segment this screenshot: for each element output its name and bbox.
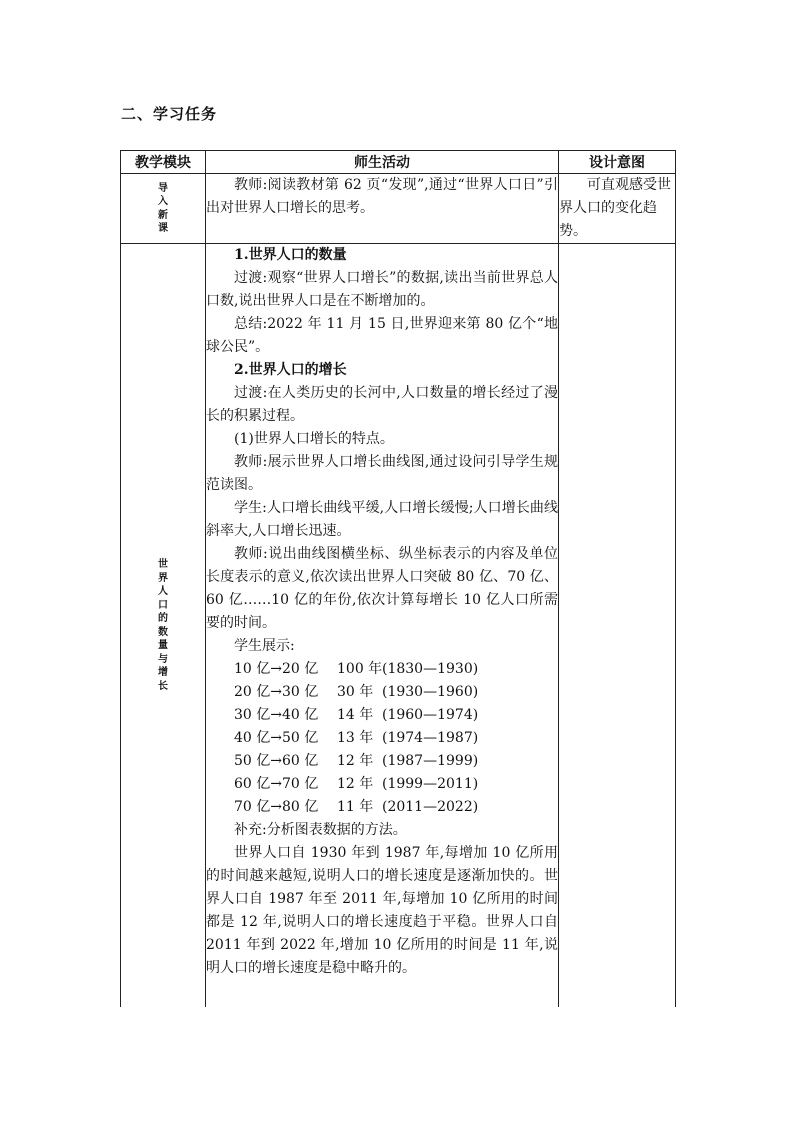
growth-years: 14 年	[337, 707, 374, 723]
module-cell	[121, 244, 206, 1008]
growth-data-line	[206, 750, 558, 773]
intent-cell	[559, 174, 676, 244]
activity-paragraph: 教师:阅读教材第 62 页“发现”,通过“世界人口日”引出对世界人口增长的思考。	[206, 177, 558, 216]
module-cell	[121, 174, 206, 244]
module-label-intro: 导入新课	[158, 182, 168, 234]
table-header-row	[121, 151, 676, 174]
growth-data-line	[206, 796, 558, 819]
activity-paragraph: 总结:2022 年 11 月 15 日,世界迎来第 80 亿个“地球公民”。	[206, 316, 558, 355]
activity-paragraph: 世界人口自 1930 年到 1987 年,每增加 10 亿所用的时间越来越短,说明人口的增长速度是逐渐加快的。世界人口自 1987 年至 2011 年,每增加 10 亿所用的时间都是 12 年,说明人口的增长速度趋于平稳。世界人口自 2011 年到 2022 年,增加 10 亿所用的时间是 11 年,说明人口的增长速度是稳中略升的。	[206, 845, 558, 976]
activity-paragraph: 教师:展示世界人口增长曲线图,通过设问引导学生规范读图。	[206, 454, 558, 493]
growth-range: 20 亿→30 亿	[234, 684, 319, 700]
module-label-population: 世界人口的数量与增长	[158, 559, 168, 692]
header-teaching-module: 教学模块	[121, 151, 206, 174]
activity-paragraph: (1)世界人口增长的特点。	[234, 431, 394, 447]
section-title-population-growth: 2.世界人口的增长	[234, 362, 347, 378]
header-design-intent: 设计意图	[559, 151, 676, 174]
growth-years: 12 年	[337, 776, 374, 792]
activity-paragraph: 过渡:观察“世界人口增长”的数据,读出当前世界总人口数,说出世界人口是在不断增加的。	[206, 270, 558, 309]
activity-paragraph: 学生:人口增长曲线平缓,人口增长缓慢;人口增长曲线斜率大,人口增长迅速。	[206, 500, 558, 539]
growth-range: 40 亿→50 亿	[234, 730, 319, 746]
intent-cell	[559, 244, 676, 1008]
growth-range: 60 亿→70 亿	[234, 776, 319, 792]
table-row	[121, 244, 676, 1008]
growth-period: (1974—1987)	[382, 730, 479, 746]
growth-period: (1987—1999)	[382, 753, 479, 769]
growth-data-line	[206, 773, 558, 796]
growth-period: (1830—1930)	[382, 661, 479, 677]
growth-years: 11 年	[337, 799, 374, 815]
growth-period: (1930—1960)	[382, 684, 479, 700]
lesson-plan-table	[120, 150, 676, 1007]
growth-data-line	[206, 704, 558, 727]
growth-data-line	[206, 681, 558, 704]
growth-period: (1999—2011)	[382, 776, 479, 792]
growth-data-line	[206, 658, 558, 681]
growth-years: 13 年	[337, 730, 374, 746]
section-heading: 二、学习任务	[121, 105, 218, 123]
growth-range: 70 亿→80 亿	[234, 799, 319, 815]
activity-paragraph: 补充:分析图表数据的方法。	[234, 822, 407, 838]
growth-years: 30 年	[337, 684, 374, 700]
table-row	[121, 174, 676, 244]
growth-period: (2011—2022)	[382, 799, 479, 815]
activity-paragraph: 教师:说出曲线图横坐标、纵坐标表示的内容及单位长度表示的意义,依次读出世界人口突破 80 亿、70 亿、60 亿……10 亿的年份,依次计算每增长 10 亿人口所需要的时间。	[206, 546, 558, 631]
growth-years: 12 年	[337, 753, 374, 769]
growth-range: 30 亿→40 亿	[234, 707, 319, 723]
growth-years: 100 年	[337, 661, 383, 677]
section-title-population-size: 1.世界人口的数量	[234, 247, 347, 263]
activity-paragraph: 过渡:在人类历史的长河中,人口数量的增长经过了漫长的积累过程。	[206, 385, 558, 424]
growth-data-line	[206, 727, 558, 750]
intent-text: 可直观感受世界人口的变化趋势。	[559, 177, 671, 239]
activity-cell	[206, 174, 559, 244]
growth-range: 50 亿→60 亿	[234, 753, 319, 769]
activity-cell	[206, 244, 559, 1008]
activity-paragraph: 学生展示:	[234, 638, 295, 654]
header-activities: 师生活动	[206, 151, 559, 174]
growth-range: 10 亿→20 亿	[234, 661, 319, 677]
growth-period: (1960—1974)	[382, 707, 479, 723]
